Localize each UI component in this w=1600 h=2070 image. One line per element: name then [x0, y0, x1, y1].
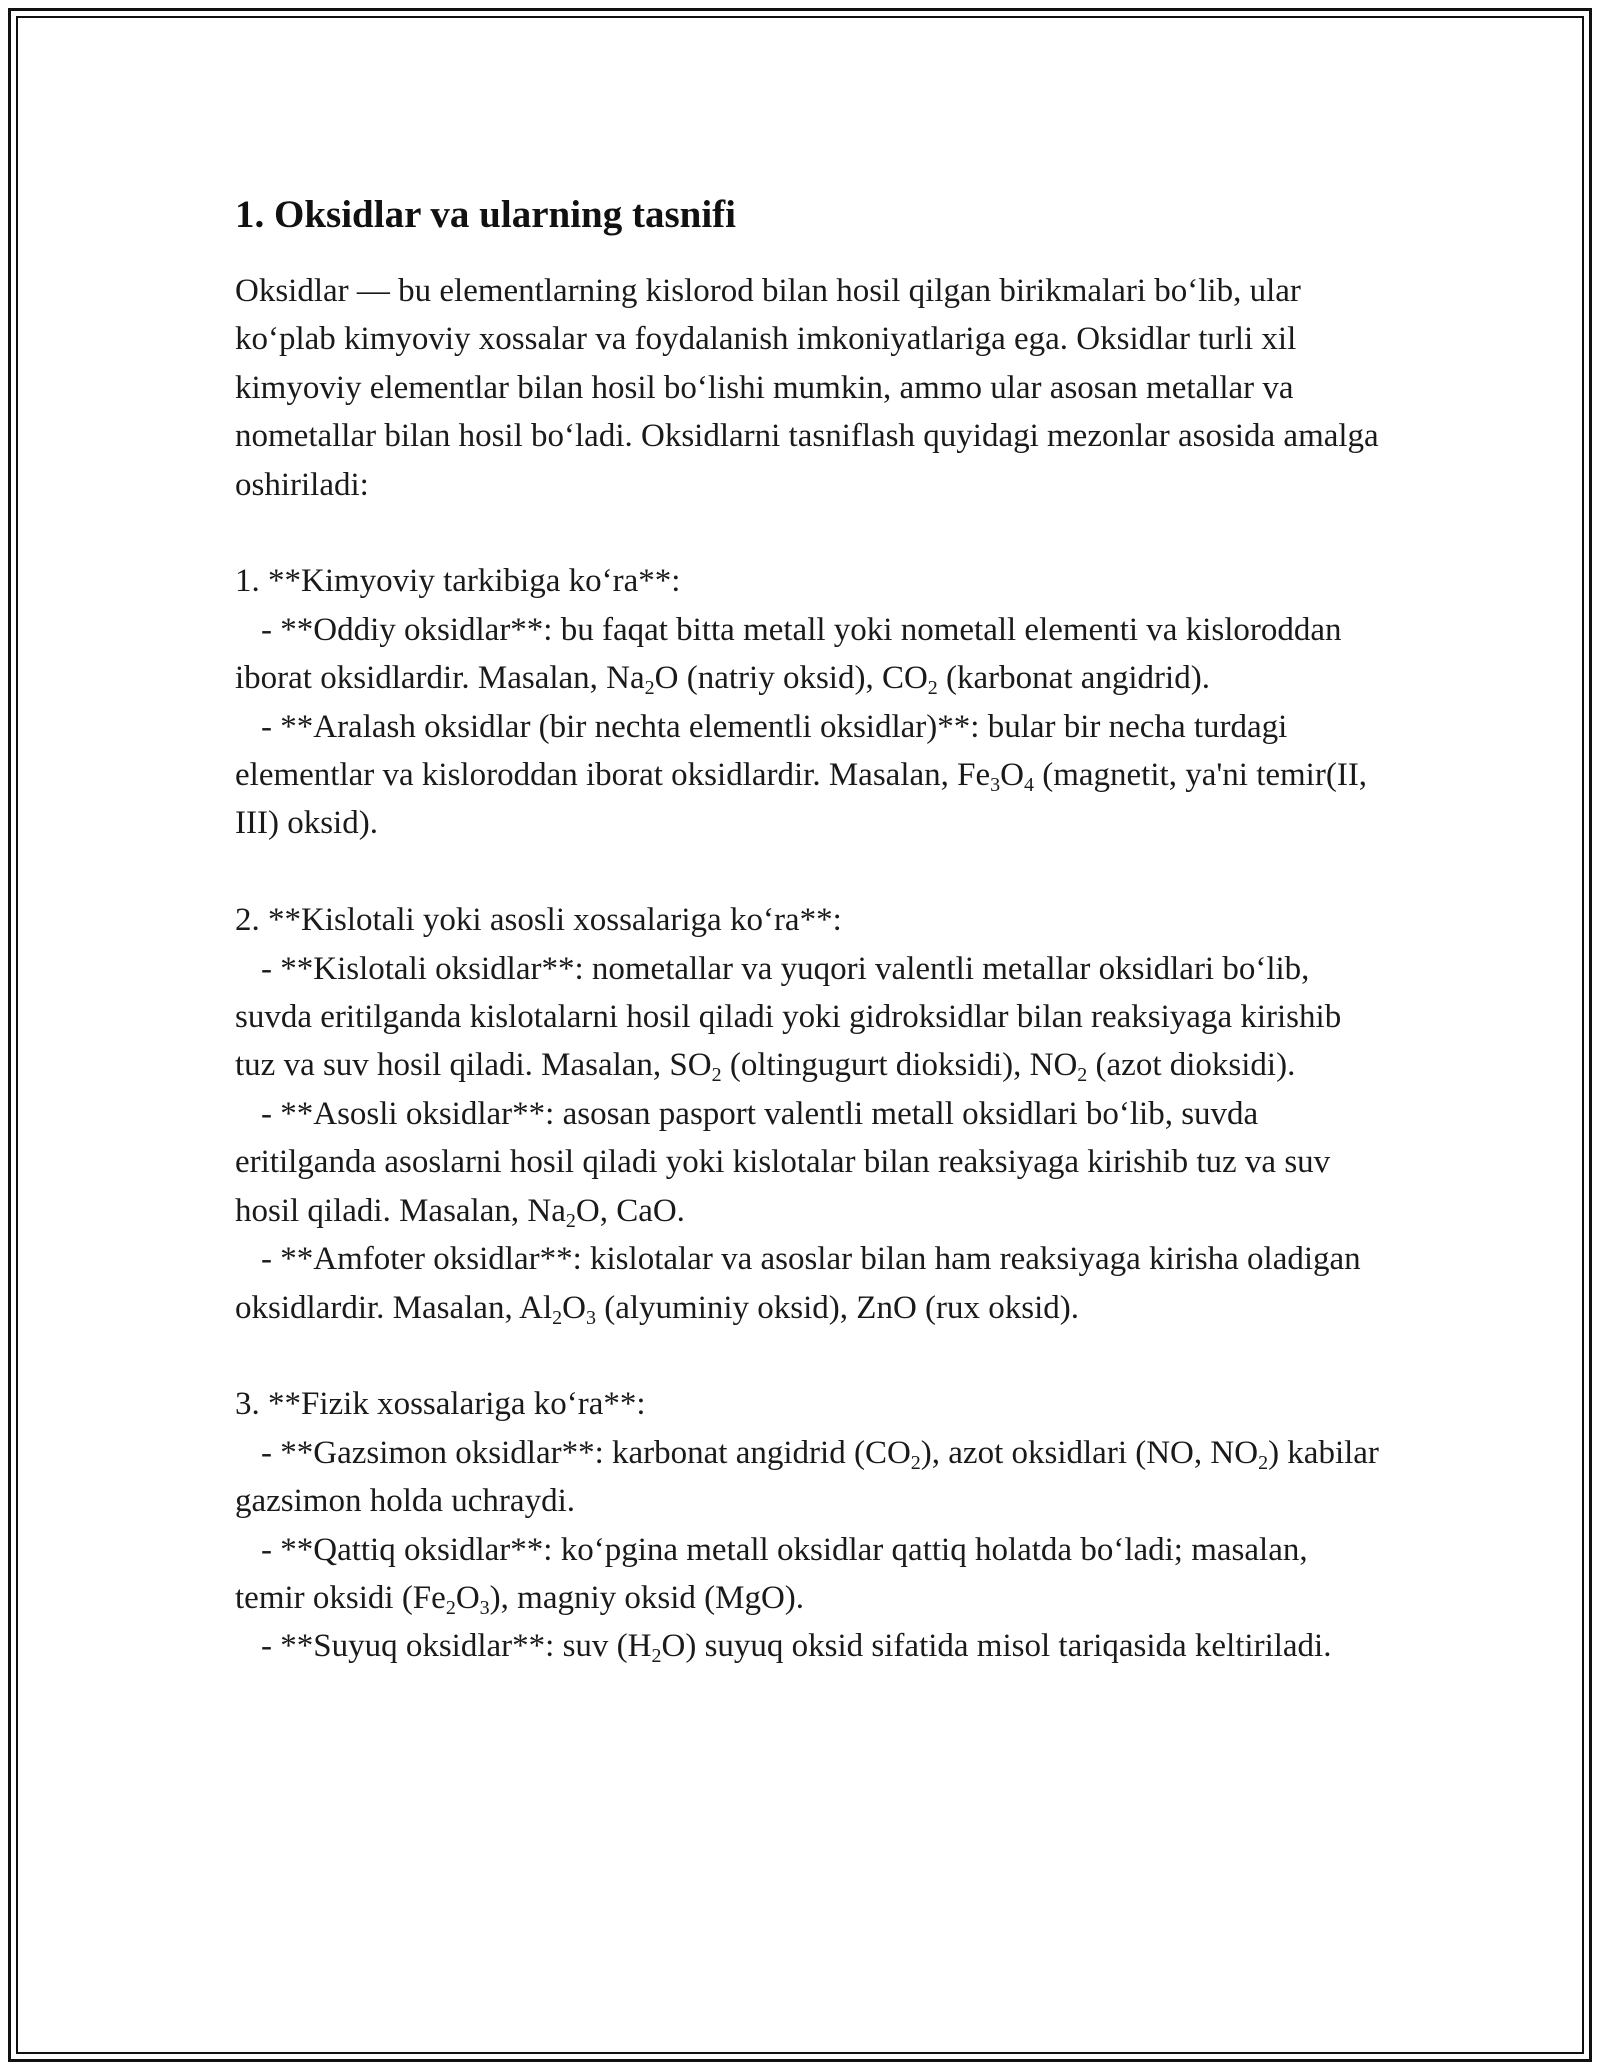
document-body — [235, 185, 1385, 1671]
list-item — [235, 1090, 1385, 1235]
subscript: 2 — [445, 1596, 456, 1619]
subscript: 3 — [479, 1596, 490, 1619]
item-text: - **Aralash oksidlar (bir nechta elementli oksidlar)**: bular bir necha turdagi elementlar va kisloroddan iborat oksidlardir. Masalan, Fe — [235, 708, 1288, 794]
section-gap — [235, 1332, 1385, 1380]
section-heading: 1. **Kimyoviy tarkibiga ko‘ra**: — [235, 563, 681, 600]
subscript: 4 — [1023, 774, 1034, 797]
list-item — [235, 1526, 1385, 1623]
item-text: - **Oddiy oksidlar**: bu faqat bitta metall yoki nometall elementi va kisloroddan iborat oksidlardir. Masalan, Na — [235, 611, 1342, 697]
section-gap — [235, 509, 1385, 557]
item-text: - **Gazsimon oksidlar**: karbonat angidrid (CO — [261, 1434, 911, 1471]
sections-container — [235, 509, 1385, 1671]
subscript: 2 — [651, 1645, 662, 1668]
item-text: - **Kislotali oksidlar**: nometallar va yuqori valentli metallar oksidlari bo‘lib, suvda eritilganda kislotalarni hosil qiladi yoki gidroksidlar bilan reaksiyaga kirishib tuz va suv hosil qiladi. Masalan, SO — [235, 950, 1342, 1084]
item-text: - **Amfoter oksidlar**: kislotalar va asoslar bilan ham reaksiyaga kirisha oladigan oksidlardir. Masalan, Al — [235, 1241, 1361, 1326]
subscript: 3 — [990, 774, 1001, 797]
item-text: ), azot oksidlari (NO, NO — [920, 1434, 1259, 1471]
item-text: O — [455, 1579, 480, 1616]
item-text: O, CaO. — [575, 1192, 685, 1229]
list-item — [235, 945, 1385, 1090]
item-text: (magnetit, ya'ni temir(II, III) oksid). — [235, 757, 1368, 842]
subscript: 2 — [565, 1209, 576, 1232]
section-heading: 2. **Kislotali yoki asosli xossalariga ko‘ra**: — [235, 902, 842, 939]
item-text: ) kabilar gazsimon holda uchraydi. — [235, 1434, 1379, 1520]
section-heading: 3. **Fizik xossalariga ko‘ra**: — [235, 1386, 646, 1423]
subscript: 3 — [585, 1306, 596, 1329]
item-text: (karbonat angidrid). — [937, 660, 1210, 697]
item-text: O — [562, 1289, 586, 1326]
subscript: 2 — [910, 1451, 921, 1474]
subscript: 2 — [711, 1064, 722, 1087]
list-item — [235, 1429, 1385, 1526]
subscript: 2 — [1258, 1451, 1269, 1474]
list-item — [235, 1622, 1385, 1670]
item-text: (oltingugurt dioksidi), NO — [721, 1047, 1078, 1084]
intro-paragraph: Oksidlar — bu elementlarning kislorod bilan hosil qilgan birikmalari bo‘lib, ular ko‘plab kimyoviy xossalar va foydalanish imkoniyatlariga ega. Oksidlar turli xil kimyoviy elementlar bilan hosil bo‘lishi mumkin, ammo ular asosan metallar va nometallar bilan hosil bo‘ladi. Oksidlarni tasniflash quyidagi mezonlar asosida amalga oshiriladi: — [235, 273, 1379, 503]
list-item — [235, 606, 1385, 703]
subscript: 2 — [927, 677, 938, 700]
item-text: (azot dioksidi). — [1087, 1047, 1296, 1084]
item-text: - **Suyuq oksidlar**: suv (H — [261, 1628, 652, 1665]
item-text: - **Asosli oksidlar**: asosan pasport valentli metall oksidlari bo‘lib, suvda eritilganda asoslarni hosil qiladi yoki kislotalar bilan reaksiyaga kirishib tuz va suv hosil qiladi. Masalan, Na — [235, 1095, 1331, 1229]
item-text: O) suyuq oksid sifatida misol tariqasida keltiriladi. — [661, 1628, 1332, 1665]
item-text: - **Qattiq oksidlar**: ko‘pgina metall oksidlar qattiq holatda bo‘ladi; masalan, temir oksidi (Fe — [235, 1531, 1308, 1616]
subscript: 2 — [1077, 1064, 1088, 1087]
list-item — [235, 703, 1385, 848]
subscript: 2 — [644, 677, 655, 700]
subscript: 2 — [552, 1306, 563, 1329]
document-title: 1. Oksidlar va ularning tasnifi — [235, 193, 736, 236]
item-text: O — [1000, 757, 1024, 794]
list-item — [235, 1235, 1385, 1332]
item-text: O (natriy oksid), CO — [654, 660, 928, 697]
item-text: (alyuminiy oksid), ZnO (rux oksid). — [595, 1289, 1080, 1326]
section-gap — [235, 848, 1385, 896]
item-text: ), magniy oksid (MgO). — [489, 1579, 805, 1616]
